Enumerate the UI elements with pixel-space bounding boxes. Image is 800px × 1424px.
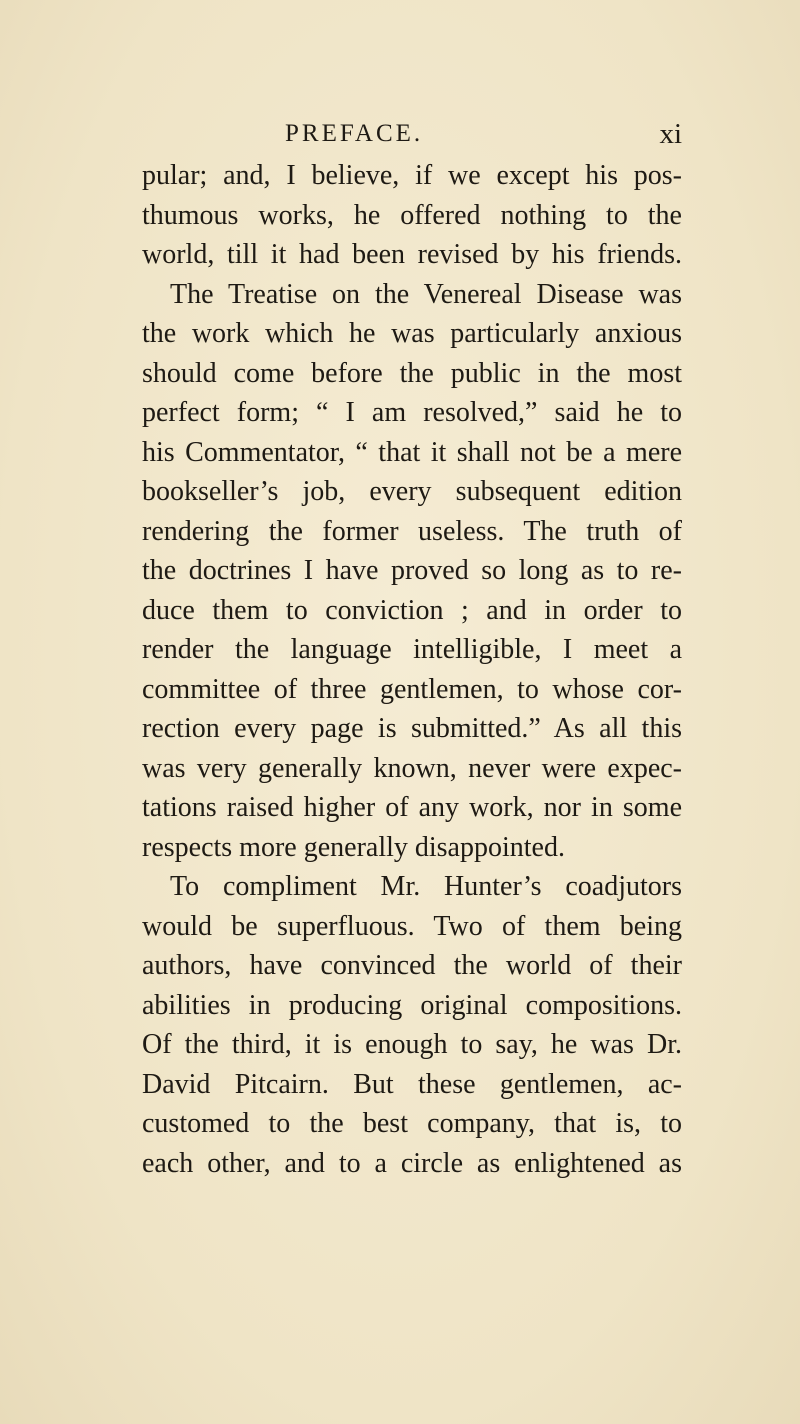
running-header <box>142 117 682 151</box>
text-line: perfect form; “ I am resolved,” said he to <box>142 397 682 428</box>
text-line: world, till it had been revised by his friends. <box>142 239 682 270</box>
text-line: thumous works, he offered nothing to the <box>142 199 682 231</box>
text-line: rendering the former useless. The truth of <box>142 515 682 547</box>
text-line: pular; and, I believe, if we except his pos- <box>142 160 682 191</box>
text-line: the work which he was particularly anxious <box>142 318 682 349</box>
text-line: bookseller’s job, every subsequent edition <box>142 476 682 507</box>
text-line: the doctrines I have proved so long as to re- <box>142 555 682 586</box>
page-number: xi <box>659 118 682 150</box>
text-line: The Treatise on the Venereal Disease was <box>170 278 682 310</box>
text-line: David Pitcairn. But these gentlemen, ac- <box>142 1068 682 1100</box>
header-title: PREFACE. <box>285 120 424 147</box>
text-line: should come before the public in the most <box>142 357 682 389</box>
text-line: authors, have convinced the world of their <box>142 950 682 981</box>
text-line: tations raised higher of any work, nor in some <box>142 792 682 823</box>
text-line: To compliment Mr. Hunter’s coadjutors <box>170 871 682 902</box>
text-line: Of the third, it is enough to say, he was Dr. <box>142 1029 682 1060</box>
text-line: was very generally known, never were expec- <box>142 752 682 784</box>
text-line: render the language intelligible, I meet a <box>142 634 682 665</box>
text-line: his Commentator, “ that it shall not be a mere <box>142 436 682 468</box>
body-text <box>142 156 682 1183</box>
text-line: customed to the best company, that is, to <box>142 1108 682 1139</box>
text-line: committee of three gentlemen, to whose cor- <box>142 673 682 705</box>
text-line: abilities in producing original compositions. <box>142 989 682 1021</box>
text-line: rection every page is submitted.” As all this <box>142 713 682 744</box>
text-line: would be superfluous. Two of them being <box>142 910 682 942</box>
text-line: respects more generally disappointed. <box>142 831 565 863</box>
text-line: duce them to conviction ; and in order to <box>142 594 682 626</box>
text-line: each other, and to a circle as enlightened as <box>142 1147 682 1179</box>
